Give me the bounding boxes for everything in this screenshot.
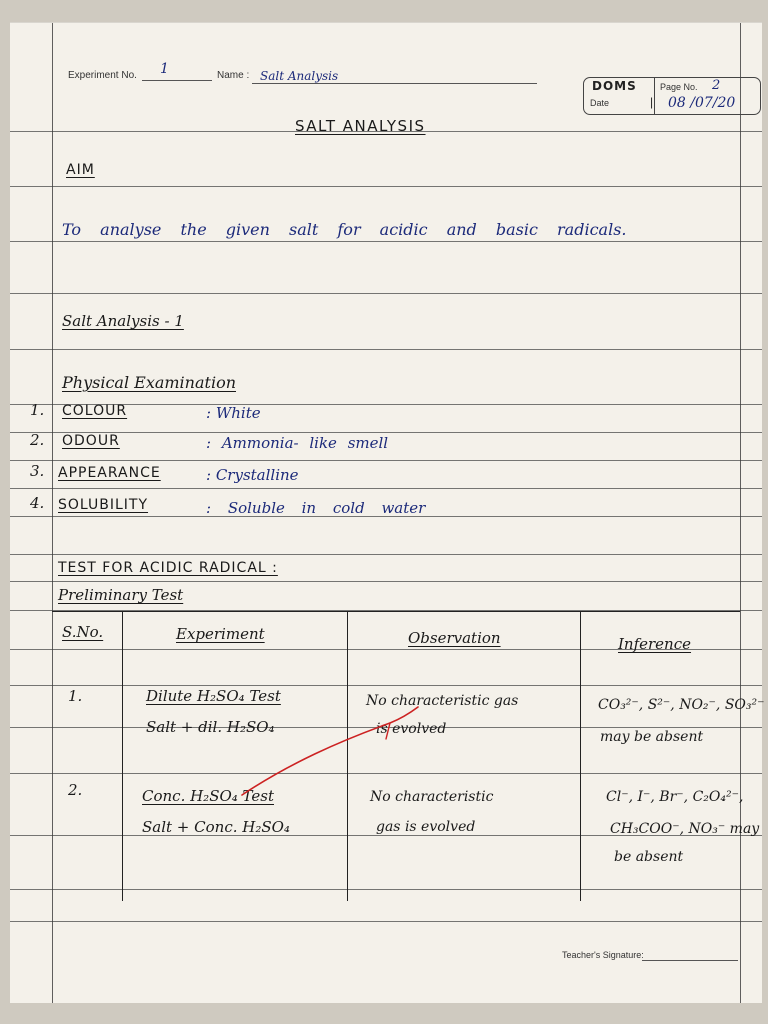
table-row-sno: 2. bbox=[68, 781, 83, 799]
physical-item-value: : Soluble in cold water bbox=[206, 499, 426, 517]
aim-heading: AIM bbox=[66, 162, 95, 178]
experiment-no-label: Experiment No. bbox=[68, 70, 137, 81]
experiment-no-value: 1 bbox=[160, 61, 169, 77]
table-row-inference: CH₃COO⁻, NO₃⁻ may bbox=[610, 821, 760, 837]
table-row-observation: gas is evolved bbox=[376, 819, 476, 835]
table-row-observation: is evolved bbox=[376, 721, 447, 737]
table-header-sno: S.No. bbox=[62, 623, 104, 641]
physical-item-num: 2. bbox=[30, 431, 45, 449]
table-row-inference: CO₃²⁻, S²⁻, NO₂⁻, SO₃²⁻ bbox=[598, 697, 765, 713]
name-value: Salt Analysis bbox=[260, 69, 339, 83]
page-no-label: Page No. bbox=[660, 82, 698, 92]
acidic-subheading: Preliminary Test bbox=[58, 586, 184, 604]
physical-item-label: ODOUR bbox=[62, 433, 120, 449]
page-no-value: 2 bbox=[712, 78, 721, 93]
physical-item-value: : Ammonia- like smell bbox=[206, 434, 389, 452]
physical-item-value: : White bbox=[206, 404, 261, 422]
teacher-signature-label: Teacher's Signature: bbox=[562, 950, 644, 960]
table-row-experiment-text: Salt + dil. H₂SO₄ bbox=[146, 718, 275, 736]
aim-text: To analyse the given salt for acidic and basic radicals. bbox=[62, 220, 627, 239]
physical-item-label: APPEARANCE bbox=[58, 465, 161, 481]
table-header-observation: Observation bbox=[408, 629, 501, 647]
physical-item-num: 3. bbox=[30, 462, 45, 480]
name-label: Name : bbox=[217, 70, 250, 81]
table-row-inference: be absent bbox=[614, 849, 684, 865]
table-row-observation: No characteristic bbox=[370, 789, 494, 805]
page-title: SALT ANALYSIS bbox=[295, 117, 426, 135]
teacher-signature-line bbox=[642, 960, 738, 961]
physical-item-value: : Crystalline bbox=[206, 466, 299, 484]
table-row-inference: may be absent bbox=[600, 729, 704, 745]
date-label: Date bbox=[590, 98, 610, 108]
acidic-heading: TEST FOR ACIDIC RADICAL : bbox=[58, 560, 278, 576]
table-row-observation: No characteristic gas bbox=[366, 693, 519, 709]
table-header-experiment: Experiment bbox=[176, 625, 265, 643]
physical-item-label: COLOUR bbox=[62, 403, 128, 419]
table-row-sno: 1. bbox=[68, 687, 83, 705]
physical-heading: Physical Examination bbox=[62, 373, 236, 392]
table-row-experiment-title: Conc. H₂SO₄ Test bbox=[142, 787, 274, 805]
table-row-inference: Cl⁻, I⁻, Br⁻, C₂O₄²⁻, bbox=[606, 789, 744, 805]
date-value: 08 /07/20 bbox=[668, 95, 736, 111]
brand-logo: DOMS bbox=[592, 79, 637, 93]
table-row-experiment-title: Dilute H₂SO₄ Test bbox=[146, 687, 281, 705]
physical-item-num: 4. bbox=[30, 494, 45, 512]
physical-item-label: SOLUBILITY bbox=[58, 497, 149, 513]
section-title: Salt Analysis - 1 bbox=[62, 312, 184, 330]
physical-item-num: 1. bbox=[30, 401, 45, 419]
table-row-experiment-text: Salt + Conc. H₂SO₄ bbox=[142, 818, 290, 836]
notebook-page bbox=[10, 22, 765, 1003]
table-header-inference: Inference bbox=[618, 635, 692, 653]
red-pen-mark bbox=[10, 23, 762, 1003]
date-separator: | bbox=[650, 95, 654, 109]
